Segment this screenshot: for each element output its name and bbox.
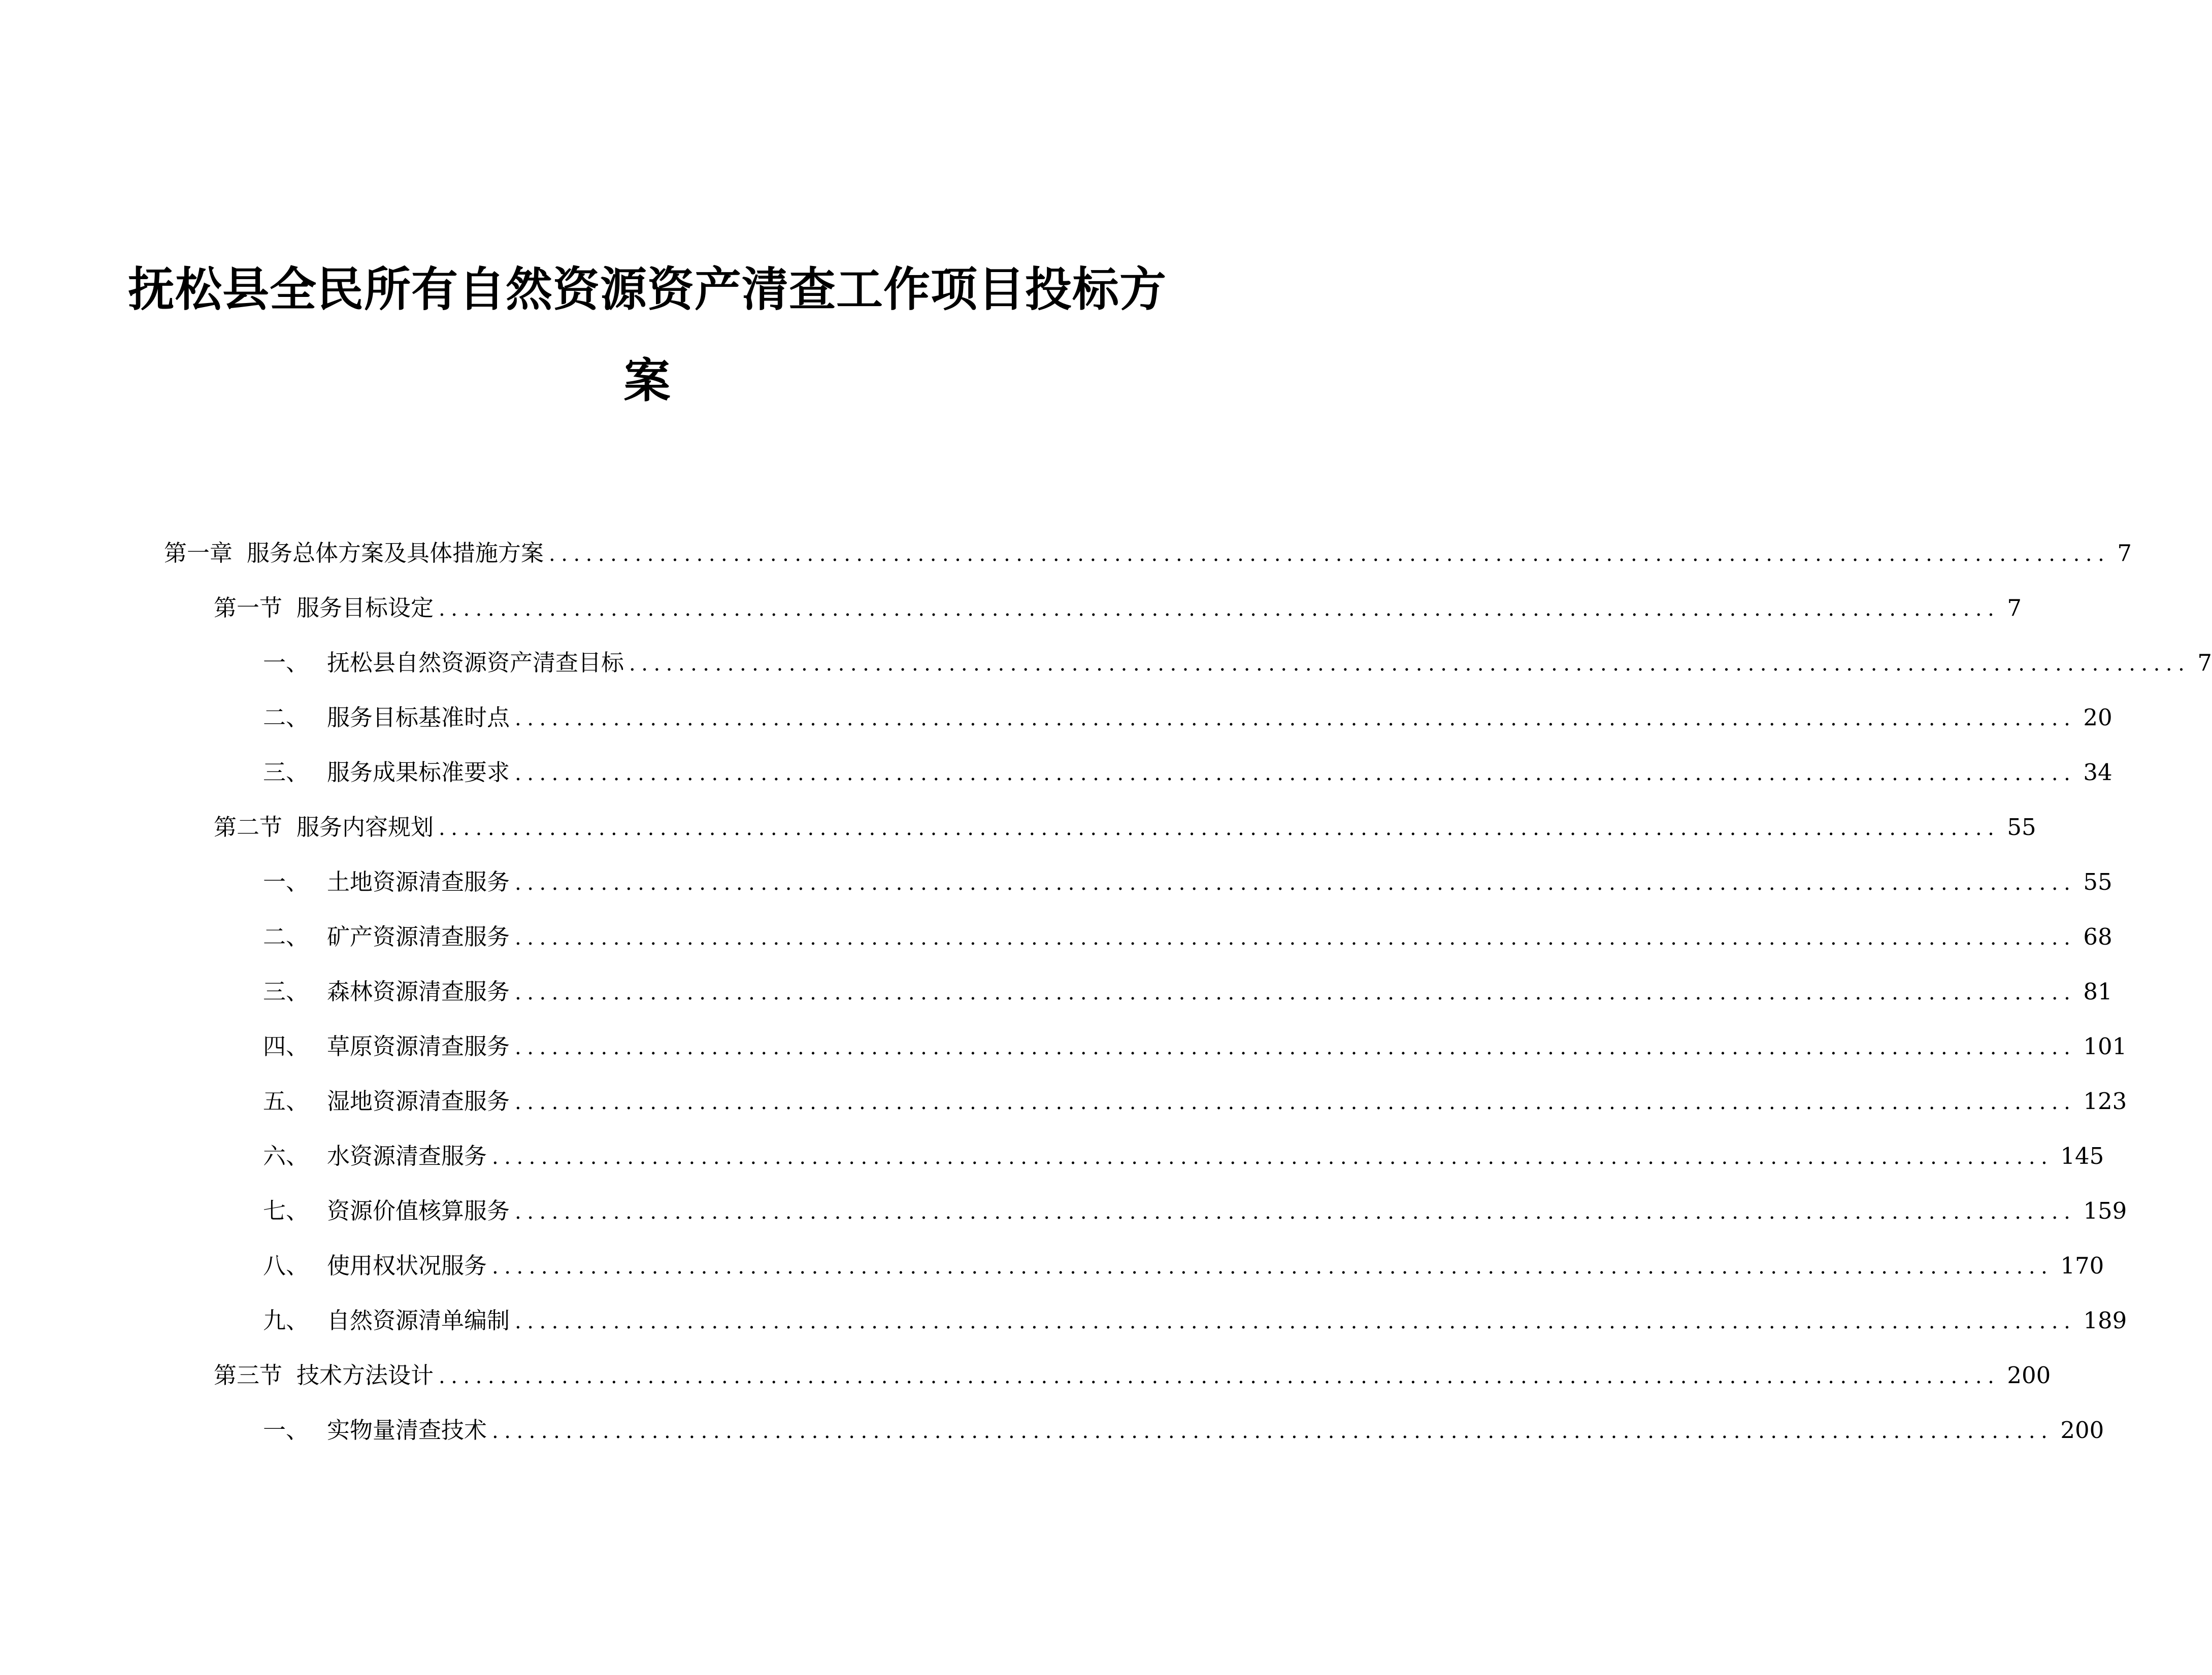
toc-entry-title: 服务内容规划 (296, 814, 434, 841)
toc-dot-leader: ............................................................................................................................... (629, 652, 2191, 676)
toc-entry-number: 一、 (263, 868, 309, 895)
toc-entry-item[interactable] (263, 1251, 2104, 1281)
toc-entry-number: 第一节 (214, 594, 283, 621)
toc-entry-page: 123 (2083, 1088, 2127, 1115)
toc-entry-number: 二、 (263, 704, 309, 731)
toc-entry-title: 技术方法设计 (296, 1362, 434, 1389)
toc-entry-title: 服务目标设定 (296, 594, 434, 621)
toc-entry-number: 三、 (263, 759, 309, 786)
toc-entry-item[interactable] (263, 1415, 2104, 1446)
toc-entry-number: 第一章 (164, 540, 233, 566)
toc-dot-leader: ............................................................................................................................... (515, 1310, 2076, 1333)
toc-entry-item[interactable] (263, 1196, 2127, 1226)
toc-dot-leader: ............................................................................................................................... (515, 762, 2076, 785)
toc-entry-page: 55 (2007, 814, 2036, 841)
toc-entry-page: 170 (2060, 1252, 2104, 1279)
toc-dot-leader: ............................................................................................................................... (515, 1036, 2076, 1059)
toc-entry-page: 200 (2060, 1417, 2104, 1444)
toc-entry-item[interactable] (263, 1086, 2127, 1117)
toc-entry-item[interactable] (263, 1141, 2104, 1171)
toc-entry-number: 第三节 (214, 1362, 283, 1389)
toc-dot-leader: ............................................................................................................................... (549, 543, 2110, 566)
toc-dot-leader: ............................................................................................................................... (515, 926, 2076, 950)
toc-dot-leader: ............................................................................................................................... (439, 817, 2000, 840)
toc-dot-leader: ............................................................................................................................... (492, 1146, 2054, 1169)
toc-entry-page: 200 (2007, 1362, 2051, 1389)
toc-entry-chapter-1[interactable] (164, 538, 2132, 568)
toc-entry-number: 一、 (263, 1417, 309, 1444)
toc-entry-page: 20 (2083, 704, 2112, 731)
toc-entry-title: 服务成果标准要求 (327, 759, 510, 786)
toc-entry-title: 草原资源清查服务 (327, 1033, 510, 1060)
toc-dot-leader: ............................................................................................................................... (515, 981, 2076, 1004)
toc-dot-leader: ............................................................................................................................... (515, 872, 2076, 895)
toc-entry-page: 101 (2083, 1033, 2127, 1060)
toc-entry-title: 森林资源清查服务 (327, 978, 510, 1005)
toc-entry-number: 三、 (263, 978, 309, 1005)
toc-entry-title: 使用权状况服务 (327, 1252, 487, 1279)
toc-entry-page: 159 (2083, 1197, 2127, 1224)
toc-entry-page: 7 (2197, 649, 2212, 676)
toc-entry-item[interactable] (263, 977, 2112, 1007)
toc-entry-section-3[interactable] (214, 1360, 2051, 1391)
toc-entry-item[interactable] (263, 1031, 2127, 1062)
toc-entry-number: 八、 (263, 1252, 309, 1279)
toc-entry-number: 一、 (263, 649, 309, 676)
toc-dot-leader: ............................................................................................................................... (515, 1091, 2076, 1114)
toc-entry-page: 34 (2083, 759, 2112, 786)
toc-entry-page: 55 (2083, 868, 2112, 895)
toc-entry-number: 六、 (263, 1143, 309, 1169)
toc-entry-title: 水资源清查服务 (327, 1143, 487, 1169)
toc-entry-section-2[interactable] (214, 812, 2036, 843)
toc-entry-page: 189 (2083, 1307, 2127, 1334)
toc-entry-page: 7 (2007, 594, 2022, 621)
toc-entry-item[interactable] (263, 867, 2112, 897)
toc-entry-title: 抚松县自然资源资产清查目标 (327, 649, 624, 676)
toc-dot-leader: ............................................................................................................................... (515, 707, 2076, 730)
toc-entry-item[interactable] (263, 757, 2112, 788)
toc-dot-leader: ............................................................................................................................... (492, 1255, 2054, 1279)
toc-entry-number: 五、 (263, 1088, 309, 1115)
toc-entry-item[interactable] (263, 702, 2112, 733)
toc-entry-page: 81 (2083, 978, 2112, 1005)
toc-entry-page: 7 (2117, 540, 2132, 566)
toc-entry-item[interactable] (263, 648, 2212, 678)
toc-entry-title: 矿产资源清查服务 (327, 923, 510, 950)
toc-entry-page: 68 (2083, 923, 2112, 950)
toc-entry-item[interactable] (263, 922, 2112, 952)
toc-entry-title: 资源价值核算服务 (327, 1197, 510, 1224)
toc-entry-title: 自然资源清单编制 (327, 1307, 510, 1334)
toc-entry-title: 实物量清查技术 (327, 1417, 487, 1444)
toc-entry-title: 湿地资源清查服务 (327, 1088, 510, 1115)
toc-entry-page: 145 (2060, 1143, 2104, 1169)
toc-entry-number: 七、 (263, 1197, 309, 1224)
toc-dot-leader: ............................................................................................................................... (492, 1420, 2054, 1443)
toc-entry-number: 九、 (263, 1307, 309, 1334)
toc-entry-section-1[interactable] (214, 593, 2022, 623)
toc-dot-leader: ............................................................................................................................... (439, 597, 2000, 621)
table-of-contents (0, 538, 2212, 1502)
toc-entry-number: 第二节 (214, 814, 283, 841)
toc-entry-item[interactable] (263, 1305, 2127, 1336)
toc-entry-title: 服务目标基准时点 (327, 704, 510, 731)
toc-entry-title: 服务总体方案及具体措施方案 (247, 540, 544, 566)
toc-dot-leader: ............................................................................................................................... (439, 1365, 2000, 1388)
document-title-line-2: 案 (623, 353, 671, 408)
toc-entry-number: 二、 (263, 923, 309, 950)
toc-entry-number: 四、 (263, 1033, 309, 1060)
document-title-line-1: 抚松县全民所有自然资源资产清查工作项目投标方 (127, 262, 1167, 317)
toc-entry-title: 土地资源清查服务 (327, 868, 510, 895)
toc-dot-leader: ............................................................................................................................... (515, 1200, 2076, 1224)
